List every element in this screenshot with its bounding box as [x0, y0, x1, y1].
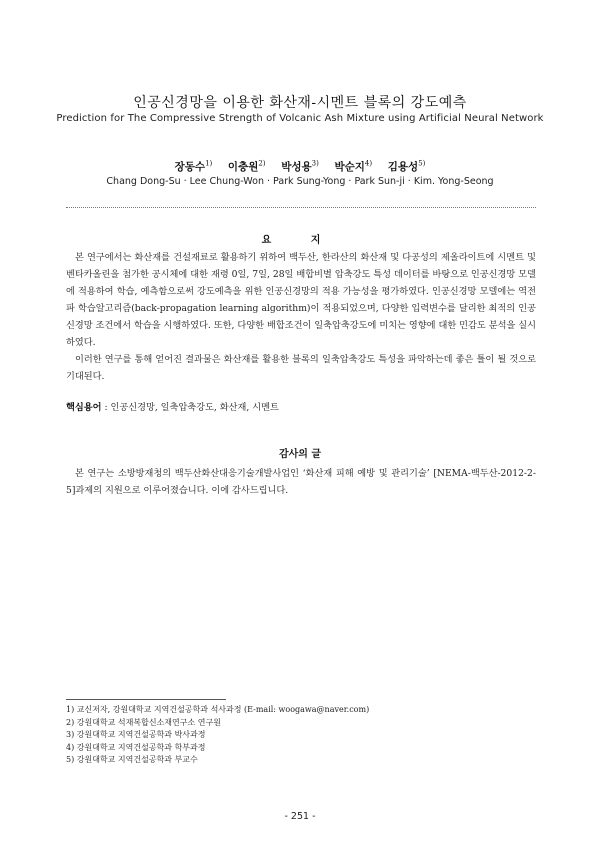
section-divider [66, 207, 536, 208]
author-4: 박순지$^{4)}$ [334, 159, 373, 173]
author-1: 장동수$^{1)}$ [174, 159, 213, 173]
author-5: 김용성$^{5)}$ [387, 159, 426, 173]
footnote-2: 2) 강원대학교 석재복합신소재연구소 연구원 [66, 717, 221, 727]
keywords-text: 인공신경망, 일축압축강도, 화산재, 시멘트 [110, 402, 279, 413]
authors-korean [0, 159, 600, 174]
abstract-heading: 요 지 [261, 235, 339, 246]
footnote-3: 3) 강원대학교 지역건설공학과 박사과정 [66, 730, 206, 739]
footnote-1: 1) 교신저자, 강원대학교 지역건설공학과 석사과정 (E-mail: woogawa@naver.com) [66, 705, 370, 714]
footnote-4: 4) 강원대학교 지역건설공학과 학부과정 [66, 742, 206, 752]
acknowledgement-heading: 감사의 글 [278, 449, 322, 460]
keywords [66, 399, 536, 413]
authors-english: Chang Dong-Su · Lee Chung-Won · Park Sung-Yong · Park Sun-ji · Kim. Yong-Seong [106, 176, 494, 187]
footnote-rule [66, 699, 226, 700]
footnotes [66, 704, 536, 767]
acknowledgement-text: 본 연구는 소방방재청의 백두산화산대응기술개발사업인 ‘화산재 피해 예방 및 관리기술’ [NEMA-백두산-2012-2-5]과제의 지원으로 이루어졌습니다. 이에 감사드립니다. [66, 468, 536, 496]
author-3: 박성용$^{3)}$ [281, 159, 319, 173]
page-number: - 251 - [284, 811, 316, 822]
footnote-5: 5) 강원대학교 지역건설공학과 부교수 [66, 755, 198, 764]
author-2: 이충원$^{2)}$ [227, 159, 266, 173]
paper-title-english: Prediction for The Compressive Strength of Volcanic Ash Mixture using Artificial Neural Network [56, 113, 544, 124]
abstract-paragraph-1: 본 연구에서는 화산재를 건설재료로 활용하기 위하여 백두산, 한라산의 화산재 및 다공성의 제올라이트에 시멘트 및 벤타카올린을 첨가한 공시체에 대한 재령 0일, 7일, 28일 배합비별 압축강도 특성 데이터를 바탕으로 인공신경망 모델에 적용하여 학습, 예측함으로써 강도예측을 위한 인공신경망의 적용 가능성을 평가하였다. 인공신경망 모델에는 역전파 학습알고리즘(back-propagation learning algorithm)이 적용되었으며, 다양한 입력변수를 달리한 최적의 인공신경망 조건에서 학습을 시행하였다. 또한, 다양한 배합조건이 일축압축강도에 미치는 영향에 대한 민감도 분석을 실시하였다. [66, 252, 536, 348]
paper-title-korean: 인공신경망을 이용한 화산재-시멘트 블록의 강도예측 [133, 95, 467, 111]
abstract-paragraph-2: 이러한 연구를 통해 얻어진 결과물은 화산재를 활용한 블록의 일축압축강도 특성을 파악하는데 좋은 틀이 될 것으로 기대된다. [66, 354, 536, 382]
keywords-separator: : [104, 402, 111, 413]
keywords-label: 핵심용어 [66, 402, 102, 413]
